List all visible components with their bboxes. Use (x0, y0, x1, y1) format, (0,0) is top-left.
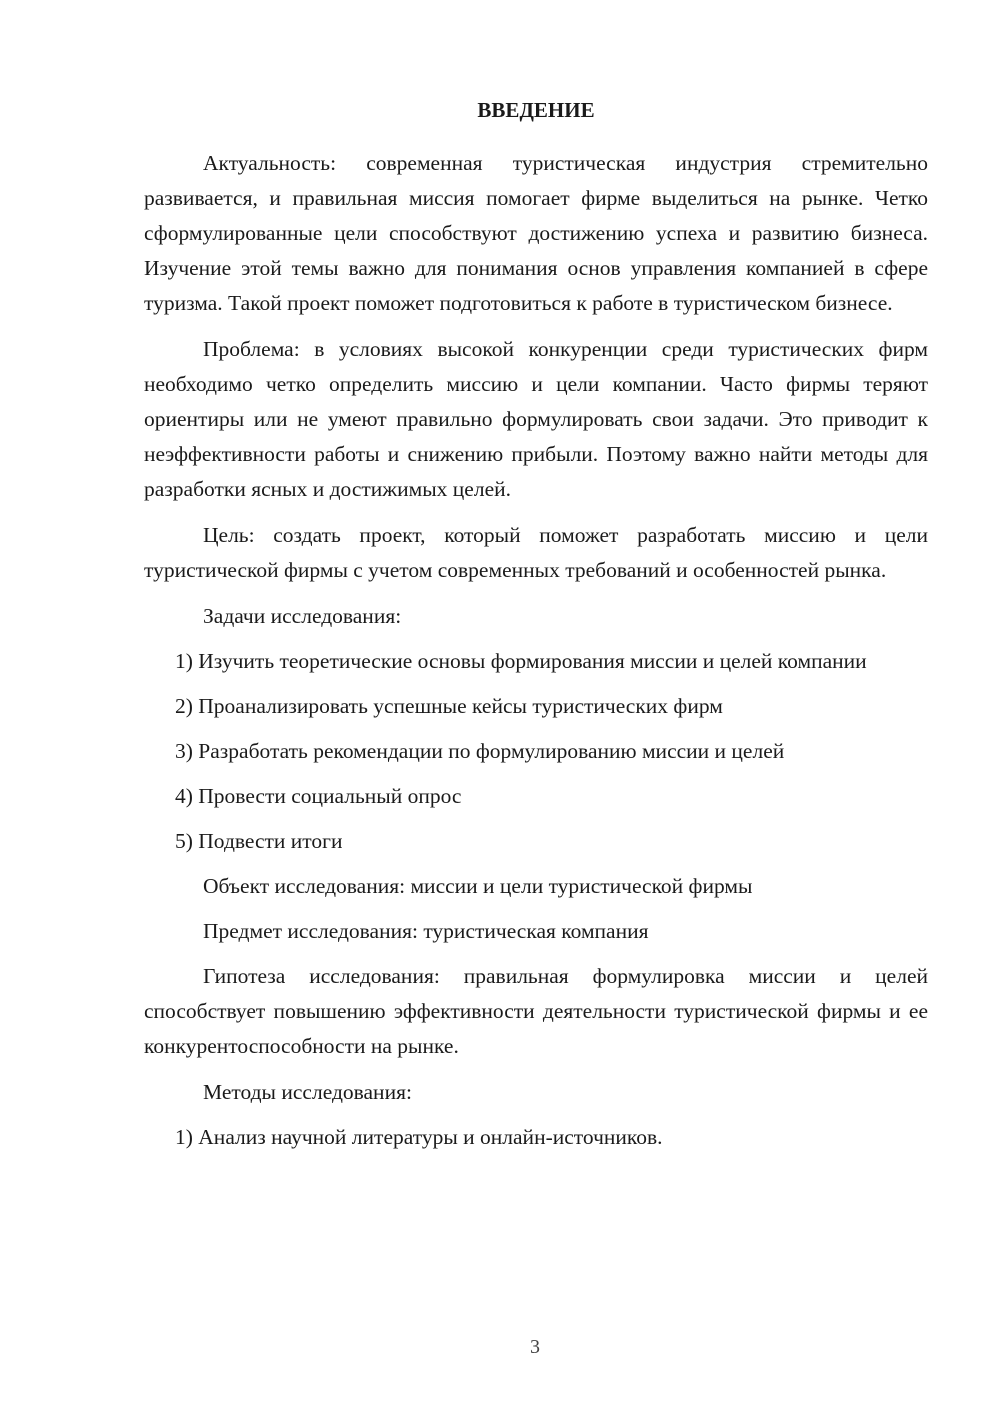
page-number: 3 (530, 1336, 540, 1358)
task-item: 5) Подвести итоги (175, 829, 343, 853)
section-title: ВВЕДЕНИЕ (477, 98, 595, 122)
tasks-heading: Задачи исследования: (203, 604, 402, 628)
relevance-paragraph: Актуальность: современная туристическая индустрия стремительно развивается, и правильная миссия помогает фирме выделиться на рынке. Четко сформулированные цели способствуют достижению успеха и развитию бизнеса. Изучение этой темы важно для понимания основ управления компанией в сфере туризма. Такой проект поможет подготовиться к работе в туристическом бизнесе. (144, 151, 928, 315)
task-item: 2) Проанализировать успешные кейсы туристических фирм (175, 694, 723, 718)
hypothesis-paragraph: Гипотеза исследования: правильная формулировка миссии и целей способствует повышению эффективности деятельности туристической фирмы и ее конкурентоспособности на рынке. (144, 964, 928, 1058)
goal-paragraph: Цель: создать проект, который поможет разработать миссию и цели туристической фирмы с учетом современных требований и особенностей рынка. (144, 523, 928, 582)
task-item: 1) Изучить теоретические основы формирования миссии и целей компании (175, 649, 867, 673)
methods-heading: Методы исследования: (203, 1080, 412, 1104)
problem-paragraph: Проблема: в условиях высокой конкуренции среди туристических фирм необходимо четко определить миссию и цели компании. Часто фирмы теряют ориентиры или не умеют правильно формулировать свои задачи. Это приводит к неэффективности работы и снижению прибыли. Поэтому важно найти методы для разработки ясных и достижимых целей. (144, 337, 928, 501)
research-subject: Предмет исследования: туристическая компания (203, 919, 649, 943)
document-body (144, 92, 928, 1165)
task-item: 4) Провести социальный опрос (175, 784, 462, 808)
research-object: Объект исследования: миссии и цели туристической фирмы (203, 874, 753, 898)
method-item: 1) Анализ научной литературы и онлайн-источников. (175, 1125, 663, 1149)
task-item: 3) Разработать рекомендации по формулированию миссии и целей (175, 739, 785, 763)
